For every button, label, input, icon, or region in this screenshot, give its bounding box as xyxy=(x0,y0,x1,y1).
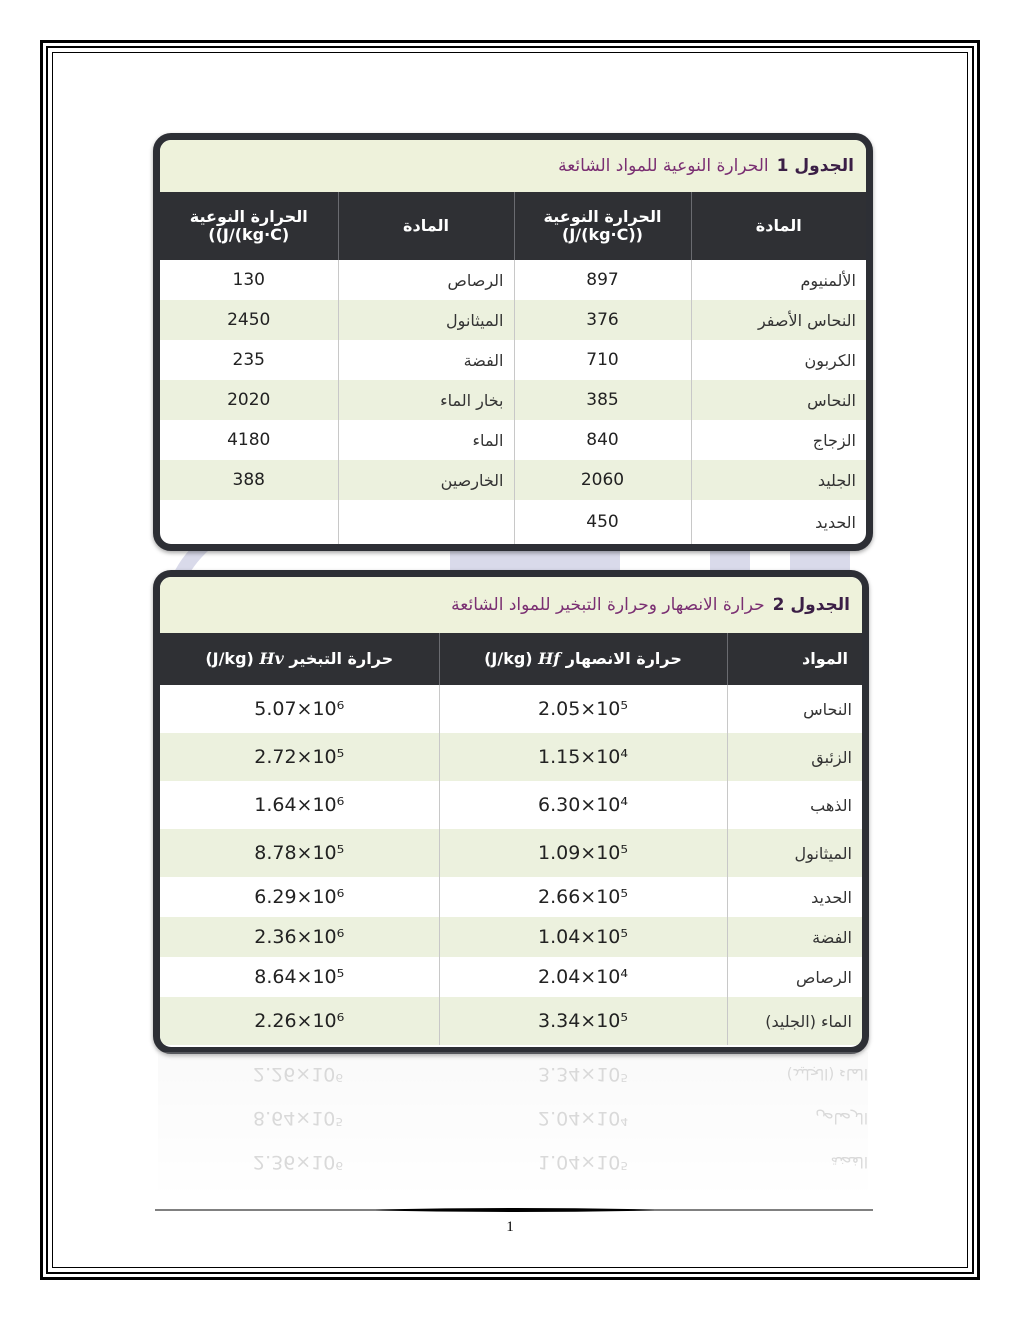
material-cell: الكربون xyxy=(691,340,866,380)
material-cell: الجليد xyxy=(691,460,866,500)
value-cell: 235 xyxy=(232,350,265,370)
header-heat-of-vaporization: حرارة التبخير (J/kg) Hv xyxy=(160,633,439,685)
value-cell: 2020 xyxy=(160,380,338,420)
table-row xyxy=(160,781,862,829)
value-cell: 4180 xyxy=(227,430,271,450)
table1-header-row xyxy=(160,192,866,260)
header-material-1: المادة xyxy=(691,192,866,260)
fusion-value-cell: 1.04×10⁵ xyxy=(439,917,727,957)
table-row xyxy=(160,917,862,957)
material-cell: الماء xyxy=(338,420,514,460)
material-cell: الرصاص xyxy=(727,957,862,997)
material-cell xyxy=(338,500,514,544)
material-cell: الميثانول xyxy=(338,300,514,340)
reflection-label: الماء (الجليد) xyxy=(786,1065,868,1083)
header-specific-heat-1: الحرارة النوعية (J/(kg·C)) xyxy=(514,192,691,260)
vaporization-value-cell: 1.64×10⁶ xyxy=(254,794,345,816)
material-cell: الألمنيوم xyxy=(691,260,866,300)
table-row xyxy=(160,733,862,781)
fusion-value-cell: 1.09×10⁵ xyxy=(439,829,727,877)
heat-of-fusion-vaporization-table-card xyxy=(153,570,869,1054)
vaporization-value-cell: 8.64×10⁵ xyxy=(254,966,345,988)
vaporization-value-cell: 5.07×10⁶ xyxy=(254,698,345,720)
value-cell: 385 xyxy=(514,380,691,420)
vaporization-value-cell: 2.72×10⁵ xyxy=(160,733,439,781)
fusion-value-cell: 2.04×10⁴ xyxy=(439,957,727,997)
table-row xyxy=(160,957,862,997)
reflection-value: 8.64×10⁵ xyxy=(252,1107,344,1129)
reflection-value: 2.36×10⁶ xyxy=(252,1151,344,1173)
specific-heat-table-card xyxy=(153,133,873,551)
table2-header-row xyxy=(160,633,862,685)
vaporization-value-cell: 2.36×10⁶ xyxy=(160,917,439,957)
table-row xyxy=(160,829,862,877)
value-cell: 130 xyxy=(232,270,265,290)
table-row xyxy=(160,997,862,1045)
header-material-2: المادة xyxy=(338,192,514,260)
table-row xyxy=(160,460,866,500)
material-cell: الزجاج xyxy=(691,420,866,460)
material-cell: الميثانول xyxy=(727,829,862,877)
heat-of-fusion-vaporization-table xyxy=(160,633,862,1045)
vaporization-value-cell: 8.78×10⁵ xyxy=(160,829,439,877)
table-row xyxy=(160,877,862,917)
value-cell: 710 xyxy=(514,340,691,380)
material-cell: الخارصين xyxy=(338,460,514,500)
fusion-value-cell: 3.34×10⁵ xyxy=(439,997,727,1045)
value-cell: 897 xyxy=(514,260,691,300)
footer-divider xyxy=(155,1207,873,1213)
table-row xyxy=(160,260,866,300)
header-materials: المواد xyxy=(727,633,862,685)
material-cell: الحديد xyxy=(691,500,866,544)
value-cell: 2060 xyxy=(514,460,691,500)
reflection-label: الفضة xyxy=(830,1153,868,1171)
table2-caption xyxy=(160,577,862,633)
material-cell: الحديد xyxy=(727,877,862,917)
table-row xyxy=(160,420,866,460)
value-cell: 376 xyxy=(514,300,691,340)
value-cell: 388 xyxy=(160,460,338,500)
fusion-value-cell: 6.30×10⁴ xyxy=(439,781,727,829)
fusion-value-cell: 2.66×10⁵ xyxy=(439,877,727,917)
vaporization-value-cell: 2.26×10⁶ xyxy=(160,997,439,1045)
header-heat-of-fusion: حرارة الانصهار (J/kg) Hf xyxy=(439,633,727,685)
reflection-value: 3.34×10⁵ xyxy=(537,1063,629,1085)
specific-heat-table xyxy=(160,192,866,544)
material-cell: الفضة xyxy=(338,340,514,380)
material-cell: الرصاص xyxy=(338,260,514,300)
reflection-value: 2.26×10⁶ xyxy=(252,1063,344,1085)
table-row xyxy=(160,340,866,380)
value-cell: 2450 xyxy=(160,300,338,340)
header-specific-heat-2: الحرارة النوعية ((J/(kg·C) xyxy=(160,192,338,260)
table2-title: حرارة الانصهار وحرارة التبخير للمواد الشائعة xyxy=(451,595,765,615)
table-row xyxy=(160,500,866,544)
material-cell: الزئبق xyxy=(727,733,862,781)
reflection-value: 1.04×10⁵ xyxy=(537,1151,629,1173)
table1-caption xyxy=(160,140,866,192)
table1-label: الجدول 1 xyxy=(776,156,854,176)
material-cell: الفضة xyxy=(727,917,862,957)
value-cell: 840 xyxy=(514,420,691,460)
table-row xyxy=(160,380,866,420)
value-cell: 450 xyxy=(514,500,691,544)
fusion-value-cell: 1.15×10⁴ xyxy=(439,733,727,781)
material-cell: بخار الماء xyxy=(338,380,514,420)
reflection-label: الرصاص xyxy=(815,1109,868,1127)
table-row xyxy=(160,300,866,340)
material-cell: النحاس الأصفر xyxy=(691,300,866,340)
reflection-value: 2.04×10⁴ xyxy=(537,1107,629,1129)
material-cell: النحاس xyxy=(727,685,862,733)
material-cell: النحاس xyxy=(691,380,866,420)
value-cell xyxy=(160,500,338,544)
material-cell: الماء (الجليد) xyxy=(727,997,862,1045)
table2-label: الجدول 2 xyxy=(772,595,850,615)
table-row xyxy=(160,685,862,733)
table1-title: الحرارة النوعية للمواد الشائعة xyxy=(558,156,769,176)
page-number: 1 xyxy=(506,1219,514,1235)
fusion-value-cell: 2.05×10⁵ xyxy=(439,685,727,733)
vaporization-value-cell: 6.29×10⁶ xyxy=(254,886,345,908)
material-cell: الذهب xyxy=(727,781,862,829)
